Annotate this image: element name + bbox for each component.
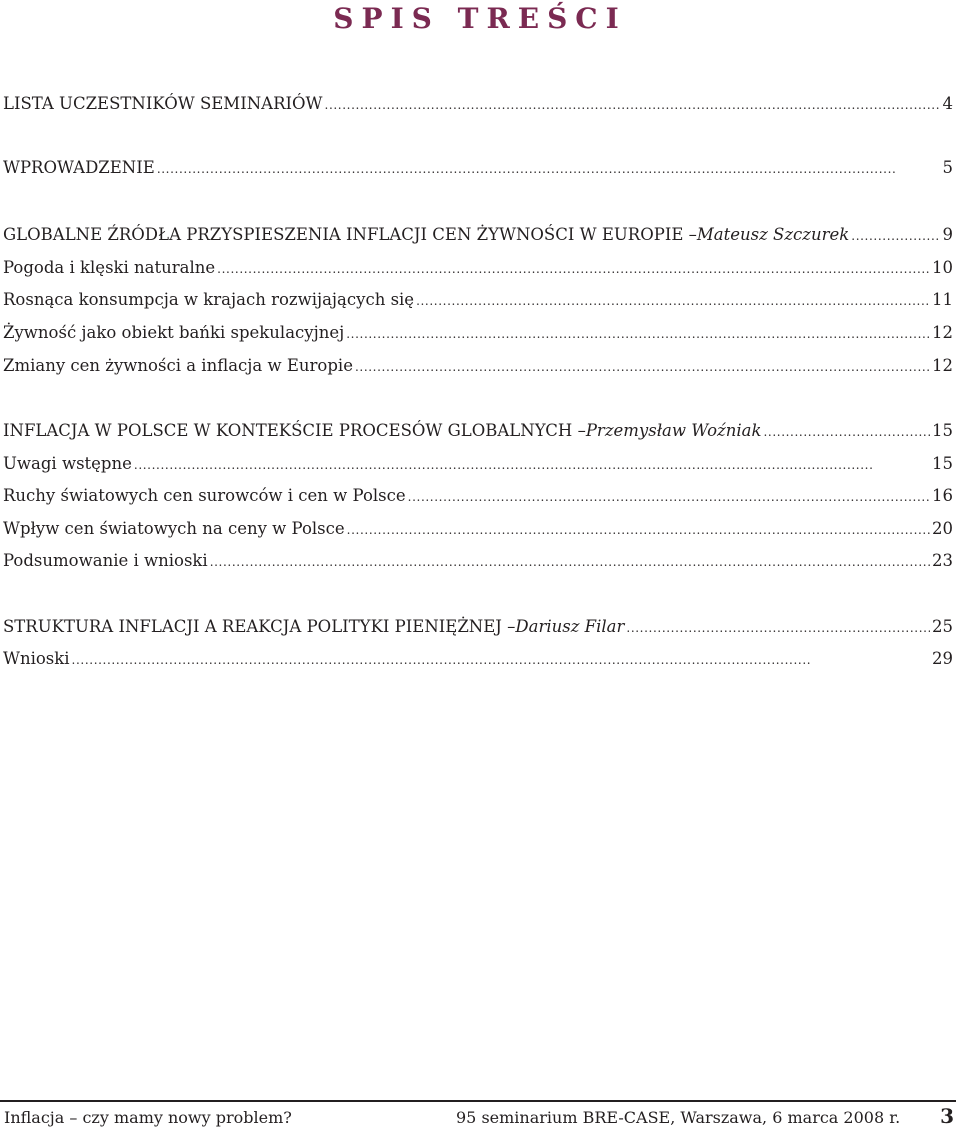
toc-entry[interactable]	[3, 258, 953, 284]
toc-entry[interactable]	[3, 290, 953, 316]
toc-entry[interactable]	[3, 323, 953, 349]
toc-entry-title: STRUKTURA INFLACJI A REAKCJA POLITYKI PIENIĘŻNEJ –	[3, 617, 516, 636]
footer-page-number: 3	[940, 1104, 954, 1128]
toc-leader-dots	[217, 258, 930, 277]
toc-entry-page: 9	[942, 225, 953, 244]
toc-entry[interactable]	[3, 551, 953, 577]
toc-entry-title: Wpływ cen światowych na ceny w Polsce	[3, 519, 345, 538]
toc-leader-dots	[626, 617, 930, 636]
toc-entry-title: LISTA UCZESTNIKÓW SEMINARIÓW	[3, 94, 323, 113]
toc-entry-title: WPROWADZENIE	[3, 158, 155, 177]
toc-entry-page: 20	[932, 519, 953, 538]
toc-entry-page: 25	[932, 617, 953, 636]
toc-entry-title: Żywność jako obiekt bańki spekulacyjnej	[3, 323, 345, 342]
toc-entry-page: 15	[932, 454, 953, 473]
toc-leader-dots	[763, 421, 930, 440]
toc-entry-title: Ruchy światowych cen surowców i cen w Polsce	[3, 486, 406, 505]
toc-entry-title: Podsumowanie i wnioski	[3, 551, 208, 570]
toc-entry-title: Zmiany cen żywności a inflacja w Europie	[3, 356, 353, 375]
toc-leader-dots	[416, 290, 930, 309]
toc-entry[interactable]	[3, 421, 953, 447]
toc-entry-title: Uwagi wstępne	[3, 454, 132, 473]
toc-entry-page: 12	[932, 323, 953, 342]
footer-seminar-info: 95 seminarium BRE-CASE, Warszawa, 6 marca 2008 r.	[456, 1108, 901, 1127]
toc-entry[interactable]	[3, 486, 953, 512]
toc-entry[interactable]	[3, 617, 953, 643]
toc-entry-author: Dariusz Filar	[515, 617, 625, 636]
footer-divider	[0, 1100, 956, 1102]
toc-leader-dots	[408, 486, 930, 505]
toc-entry[interactable]	[3, 94, 953, 120]
page-title: SPIS TREŚCI	[333, 2, 627, 35]
toc-entry-author: Przemysław Woźniak	[585, 421, 762, 440]
toc-leader-dots	[157, 158, 941, 177]
toc-entry-title: Rosnąca konsumpcja w krajach rozwijających się	[3, 290, 415, 309]
toc-entry-page: 29	[932, 649, 953, 668]
toc-leader-dots	[355, 356, 930, 375]
toc-leader-dots	[72, 649, 930, 668]
toc-entry[interactable]	[3, 649, 953, 675]
toc-entry[interactable]	[3, 225, 953, 251]
toc-leader-dots	[325, 94, 941, 113]
toc-entry[interactable]	[3, 158, 953, 184]
toc-entry[interactable]	[3, 356, 953, 382]
page-footer	[4, 1104, 954, 1132]
toc-leader-dots	[851, 225, 940, 244]
toc-leader-dots	[347, 519, 930, 538]
toc-leader-dots	[134, 454, 930, 473]
footer-publication-title: Inflacja – czy mamy nowy problem?	[4, 1108, 292, 1127]
toc-entry-title: Wnioski	[3, 649, 70, 668]
toc-entry-page: 4	[942, 94, 953, 113]
toc-entry-page: 12	[932, 356, 953, 375]
toc-entry-page: 23	[932, 551, 953, 570]
toc-entry-page: 11	[932, 290, 953, 309]
toc-entry[interactable]	[3, 519, 953, 545]
toc-entry-title: GLOBALNE ŹRÓDŁA PRZYSPIESZENIA INFLACJI CEN ŻYWNOŚCI W EUROPIE –	[3, 225, 697, 244]
toc-entry-title: INFLACJA W POLSCE W KONTEKŚCIE PROCESÓW GLOBALNYCH –	[3, 421, 586, 440]
toc-entry-title: Pogoda i klęski naturalne	[3, 258, 216, 277]
toc-entry-page: 16	[932, 486, 953, 505]
toc-entry-page: 5	[942, 158, 953, 177]
toc-entry-author: Mateusz Szczurek	[696, 225, 850, 244]
toc-entry-page: 10	[932, 258, 953, 277]
toc-entry[interactable]	[3, 454, 953, 480]
toc-leader-dots	[210, 551, 930, 570]
toc-leader-dots	[346, 323, 930, 342]
toc-entry-page: 15	[932, 421, 953, 440]
